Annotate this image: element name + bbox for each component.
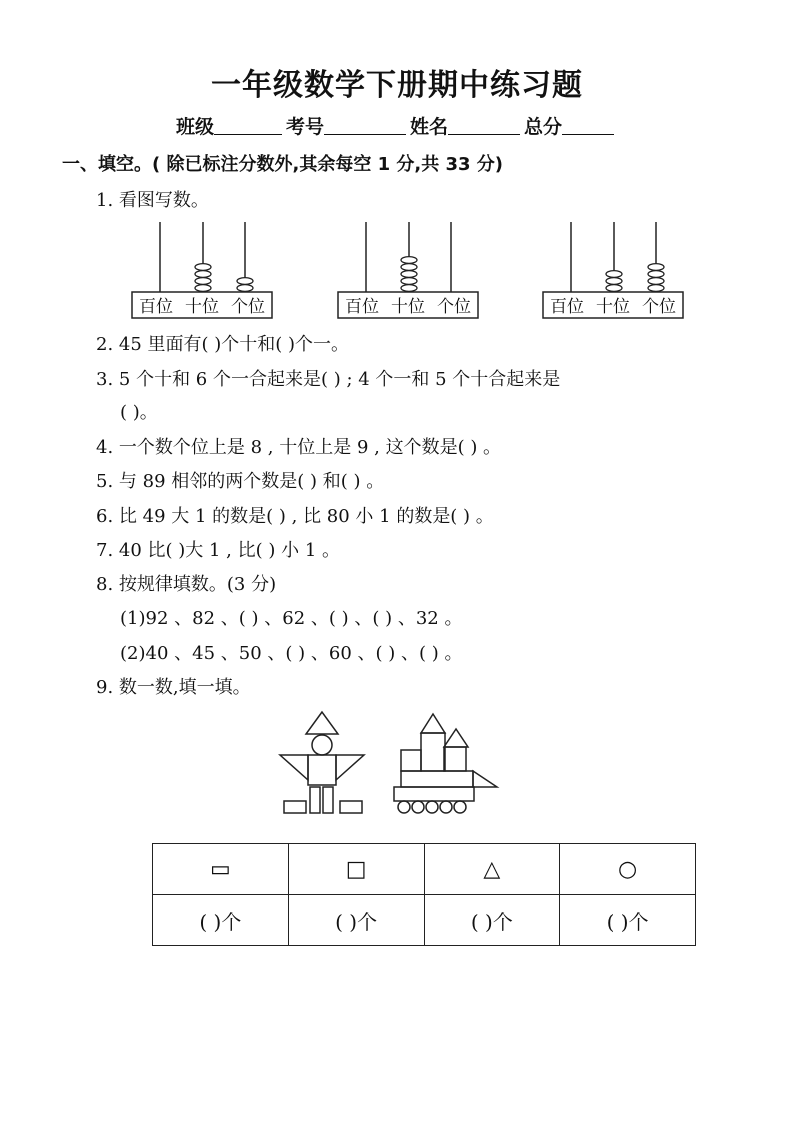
question-4: 4. 一个数个位上是 8 , 十位上是 9 , 这个数是( ) 。 <box>96 437 502 458</box>
score-label: 总分 <box>524 116 563 138</box>
question-3: 3. 5 个十和 6 个一合起来是( ) ; 4 个一和 5 个十合起来是 <box>96 369 561 390</box>
name-label: 姓名 <box>410 116 449 138</box>
shapes-picture <box>270 708 510 818</box>
class-label: 班级 <box>175 116 214 138</box>
triangle-icon: △ <box>483 856 501 882</box>
square-count-cell[interactable]: ( )个 <box>288 895 424 946</box>
abacus-bead <box>401 264 417 271</box>
question-2: 2. 45 里面有( )个十和( )个一。 <box>96 334 350 355</box>
abacus-bead <box>401 271 417 278</box>
place-value-label: 百位 <box>345 297 379 317</box>
question-3-continued: ( )。 <box>120 402 158 423</box>
question-7: 7. 40 比( )大 1 , 比( ) 小 1 。 <box>96 540 341 561</box>
place-value-label: 个位 <box>437 297 471 317</box>
question-6: 6. 比 49 大 1 的数是( ) , 比 80 小 1 的数是( ) 。 <box>96 506 494 527</box>
place-value-label: 个位 <box>231 297 265 317</box>
score-blank[interactable] <box>562 116 614 135</box>
circle-icon: ○ <box>618 856 638 882</box>
abacus-bead <box>401 257 417 264</box>
place-value-label: 十位 <box>185 297 219 317</box>
name-blank[interactable] <box>448 116 520 135</box>
circle-count-cell[interactable]: ( )个 <box>560 895 696 946</box>
place-value-label: 个位 <box>642 297 676 317</box>
student-info-row <box>0 112 794 139</box>
question-9: 9. 数一数,填一填。 <box>96 677 251 698</box>
abacus-bead <box>195 285 211 292</box>
robot-figure <box>280 712 364 813</box>
abacus-bead <box>648 278 664 285</box>
id-label: 考号 <box>285 116 324 138</box>
abacus-bead <box>237 278 253 285</box>
abacus-bead <box>401 285 417 292</box>
train-figure <box>394 714 497 813</box>
abacus-bead <box>648 264 664 271</box>
square-header <box>288 844 424 895</box>
rectangle-count-cell[interactable]: ( )个 <box>153 895 289 946</box>
shape-count-table <box>152 843 696 946</box>
abacus-bead <box>606 278 622 285</box>
rectangle-header <box>153 844 289 895</box>
triangle-count-cell[interactable]: ( )个 <box>424 895 560 946</box>
place-value-label: 百位 <box>550 297 584 317</box>
question-1: 1. 看图写数。 <box>96 190 209 211</box>
abacus-bead <box>648 285 664 292</box>
abacus-bead <box>606 285 622 292</box>
page-title: 一年级数学下册期中练习题 <box>211 68 583 103</box>
place-value-label: 十位 <box>596 297 630 317</box>
abacus-bead <box>195 271 211 278</box>
class-blank[interactable] <box>214 116 282 135</box>
question-8: 8. 按规律填数。(3 分) <box>96 574 277 595</box>
abacus-bead <box>195 264 211 271</box>
abacus-bead <box>401 278 417 285</box>
rectangle-icon: ▭ <box>209 856 231 882</box>
triangle-header <box>424 844 560 895</box>
question-8-line-2: (2)40 、45 、50 、( ) 、60 、( ) 、( ) 。 <box>120 643 463 664</box>
question-8-line-1: (1)92 、82 、( ) 、62 、( ) 、( ) 、32 。 <box>120 608 463 629</box>
circle-header <box>560 844 696 895</box>
id-blank[interactable] <box>324 116 406 135</box>
abacus-bead <box>237 285 253 292</box>
abacus-bead <box>606 271 622 278</box>
abacus-bead <box>648 271 664 278</box>
abacus-bead <box>195 278 211 285</box>
square-icon: □ <box>345 856 367 882</box>
place-value-label: 十位 <box>391 297 425 317</box>
place-value-label: 百位 <box>139 297 173 317</box>
section-heading: 一、填空。( 除已标注分数外,其余每空 1 分,共 33 分) <box>62 154 504 175</box>
question-5: 5. 与 89 相邻的两个数是( ) 和( ) 。 <box>96 471 385 492</box>
abacus-figures <box>0 220 794 320</box>
